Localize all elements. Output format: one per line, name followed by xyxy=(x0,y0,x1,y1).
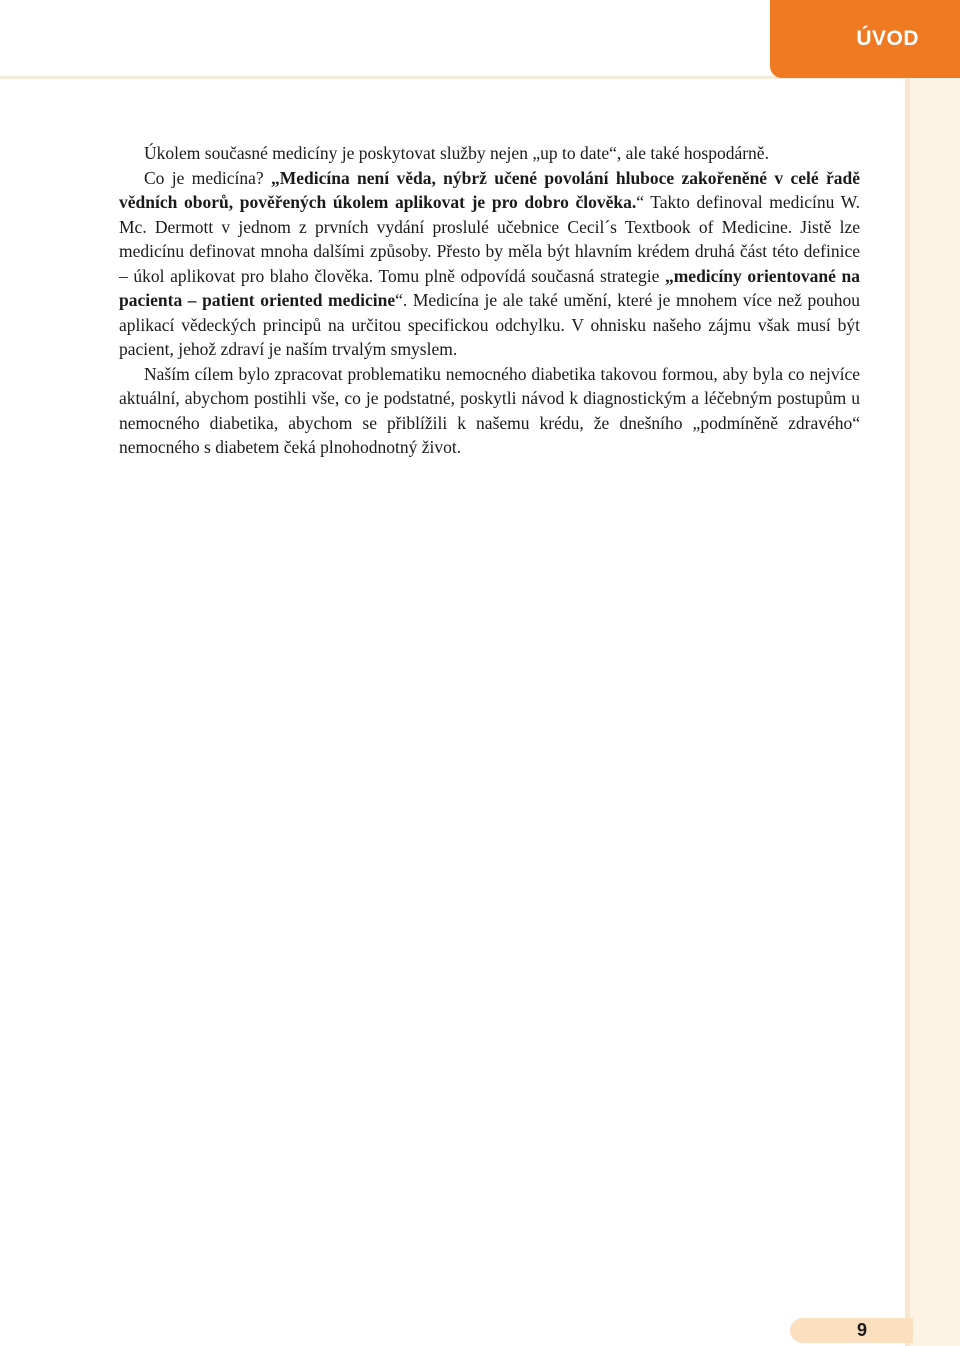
page-number-tab xyxy=(790,1318,913,1343)
patient-oriented-strategy: „medicíny orientované na pacienta – patient oriented medicine xyxy=(119,265,861,310)
body-text xyxy=(119,141,860,460)
header-divider xyxy=(0,76,905,79)
paragraph-2 xyxy=(119,166,860,362)
section-tab xyxy=(770,0,960,78)
paragraph-1 xyxy=(119,141,860,166)
paragraph-3-text: Naším cílem bylo zpracovat problematiku nemocného diabetika takovou formou, aby byla co nejvíce aktuální, abychom postihli vše, co je podstatné, poskytli návod k diagnostickým a léčebným postupům u nemocného diabetika, abychom se přiblížili k našemu krédu, že dnešního „podmíněně zdravého“ nemocného s diabetem čeká plnohodnotný život. xyxy=(119,363,860,457)
paragraph-1-text: Úkolem současné medicíny je poskytovat služby nejen „up to date“, ale také hospodárně. xyxy=(144,143,769,163)
paragraph-3 xyxy=(119,362,860,460)
paragraph-2-text-3: “. Medicína je ale také umění, které je mnohem více než pouhou aplikací vědeckých principů na určitou specifickou odchylku. V ohnisku našeho zájmu však musí být pacient, jehož zdraví je naším trvalým smyslem. xyxy=(119,290,861,359)
margin-strip xyxy=(910,78,960,1346)
page-number: 9 xyxy=(856,1320,867,1340)
paragraph-2-text-1: Co je medicína? xyxy=(144,167,271,188)
paragraph-2-text-2: “ Takto definoval medicínu W. Mc. Dermott v jednom z prvních vydání proslulé učebnice Cecil´s Textbook of Medicine. Jistě lze medicínu definovat mnoha dalšími způsoby. Přesto by měla být hlavním krédem druhá část této definice – úkol aplikovat pro blaho člověka. Tomu plně odpovídá současná strategie xyxy=(119,192,860,286)
medicine-definition-quote: „Medicína není věda, nýbrž učené povolání hluboce zakořeněné v celé řadě vědních oborů, pověřených úkolem aplikovat je pro dobro člověka. xyxy=(119,167,860,212)
section-title: ÚVOD xyxy=(856,27,919,50)
